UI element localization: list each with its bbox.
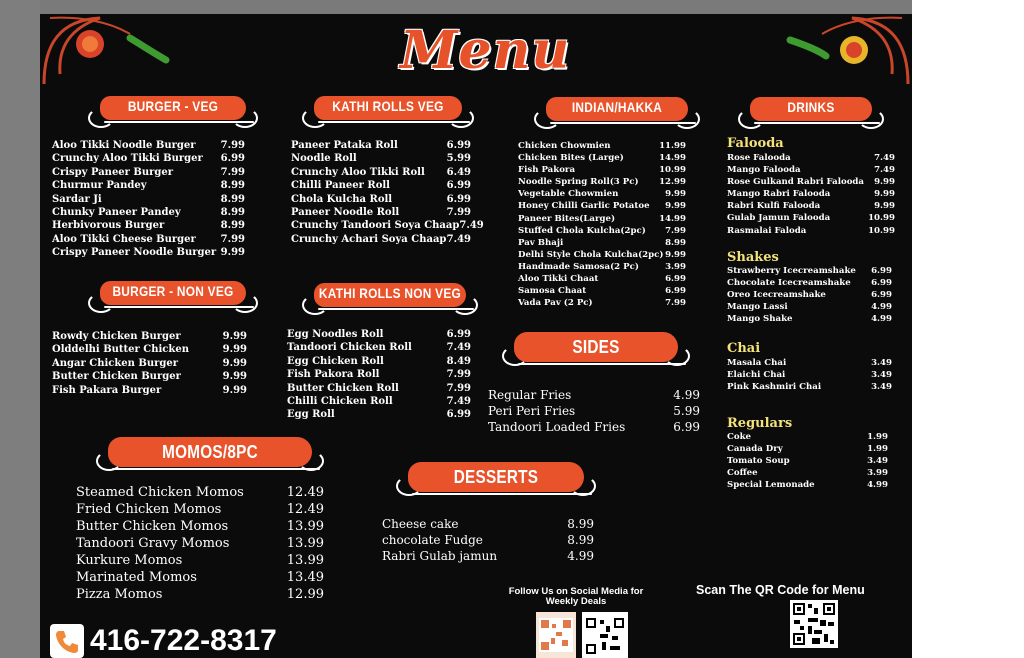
list-item: Vegetable Chowmien 9.99 — [518, 189, 686, 200]
list-item: Rose Gulkand Rabri Falooda 9.99 — [727, 177, 895, 188]
list-shakes — [727, 265, 892, 325]
list-item: Butter Chicken Roll 7.99 — [287, 382, 471, 394]
menu-board — [40, 14, 912, 658]
list-item: Strawberry Icecreamshake 6.99 — [727, 266, 892, 276]
banner-burger-non-veg — [88, 279, 258, 313]
list-item: Egg Roll 6.99 — [287, 409, 471, 421]
falooda-heading: Falooda — [727, 136, 784, 151]
list-item: Peri Peri Fries 5.99 — [488, 403, 700, 418]
list-item: Crispy Paneer Noodle Burger 9.99 — [52, 247, 245, 259]
regulars-heading: Regulars — [727, 416, 793, 431]
phone-icon — [50, 624, 84, 658]
list-item: chocolate Fudge 8.99 — [382, 532, 594, 547]
list-item: Butter Chicken Burger 9.99 — [52, 371, 247, 383]
list-item: Gulab Jamun Falooda 10.99 — [727, 213, 895, 224]
list-momos — [76, 484, 324, 603]
social-caption: Follow Us on Social Media for Weekly Deals — [508, 586, 644, 607]
banner-drinks — [738, 95, 884, 129]
banner-label: BURGER - NON VEG — [112, 283, 234, 299]
list-item: Aloo Tikki Chaat 6.99 — [518, 274, 686, 285]
list-sides — [488, 388, 700, 435]
list-item: Masala Chai 3.49 — [727, 358, 892, 368]
list-item: Tandoori Gravy Momos 13.99 — [76, 536, 324, 551]
list-item: Mango Rabri Falooda 9.99 — [727, 189, 895, 200]
banner-indian-hakka — [534, 95, 700, 129]
list-item: Handmade Samosa(2 Pc) 3.99 — [518, 261, 686, 272]
list-indian-hakka — [518, 140, 686, 309]
chai-heading: Chai — [727, 341, 761, 356]
list-item: Pizza Momos 12.99 — [76, 587, 324, 602]
banner-label: MOMOS/8PC — [162, 442, 258, 462]
list-item: Delhi Style Chola Kulcha(2pc) 9.99 — [518, 249, 686, 260]
list-item: Paneer Bites(Large) 14.99 — [518, 213, 686, 224]
list-item: Rasmalai Faloda 10.99 — [727, 225, 895, 236]
list-item: Special Lemonade 4.99 — [727, 480, 888, 491]
list-item: Cheese cake 8.99 — [382, 517, 594, 531]
list-item: Rabri Gulab jamun 4.99 — [382, 548, 594, 563]
list-item: Crispy Paneer Burger 7.99 — [52, 166, 245, 178]
list-item: Chicken Bites (Large) 14.99 — [518, 153, 686, 164]
list-item: Chola Kulcha Roll 6.99 — [291, 193, 471, 205]
banner-label: INDIAN/HAKKA — [571, 99, 663, 115]
list-item: Chocolate Icecreamshake 6.99 — [727, 278, 892, 289]
list-item: Kurkure Momos 13.99 — [76, 553, 324, 568]
list-kathi-rolls-veg — [291, 139, 484, 246]
banner-desserts — [396, 462, 596, 496]
list-item: Marinated Momos 13.49 — [76, 570, 324, 585]
list-item: Pink Kashmiri Chai 3.49 — [727, 382, 892, 393]
viewer-blank-area — [912, 0, 1024, 658]
banner-label: KATHI ROLLS NON VEG — [318, 285, 462, 301]
banner-label: SIDES — [572, 337, 620, 357]
list-item: Pav Bhaji 8.99 — [518, 237, 686, 248]
list-item: Chicken Chowmien 11.99 — [518, 141, 686, 151]
list-item: Mango Falooda 7.49 — [727, 165, 895, 176]
list-item: Mango Lassi 4.99 — [727, 302, 892, 313]
list-item: Honey Chilli Garlic Potatoe 9.99 — [518, 201, 686, 212]
list-item: Egg Chicken Roll 8.49 — [287, 355, 471, 367]
banner-burger-veg — [88, 94, 258, 128]
list-item: Stuffed Chola Kulcha(2pc) 7.99 — [518, 225, 686, 236]
list-item: Tandoori Chicken Roll 7.49 — [287, 342, 471, 354]
list-item: Churmur Pandey 8.99 — [52, 180, 245, 192]
corner-ornament-right-icon — [772, 14, 912, 94]
list-desserts — [382, 517, 594, 564]
list-item: Crunchy Aloo Tikki Burger 6.99 — [52, 153, 245, 165]
list-item: Angar Chicken Burger 9.99 — [52, 357, 247, 369]
list-item: Butter Chicken Momos 13.99 — [76, 519, 324, 534]
banner-momos — [96, 437, 324, 471]
banner-kathi-rolls-non-veg — [302, 281, 478, 315]
list-falooda — [727, 152, 895, 237]
list-item: Olddelhi Butter Chicken 9.99 — [52, 344, 247, 356]
list-item: Fried Chicken Momos 12.49 — [76, 502, 324, 517]
list-item: Herbivorous Burger 8.99 — [52, 220, 245, 232]
list-item: Steamed Chicken Momos 12.49 — [76, 485, 324, 500]
list-item: Chunky Paneer Pandey 8.99 — [52, 206, 245, 218]
list-item: Mango Shake 4.99 — [727, 314, 892, 325]
list-item: Fish Pakara Burger 9.99 — [52, 384, 247, 396]
list-item: Crunchy Aloo Tikki Roll 6.49 — [291, 166, 471, 178]
viewer-background — [0, 0, 40, 658]
list-item: Rowdy Chicken Burger 9.99 — [52, 331, 247, 342]
list-item: Crunchy Achari Soya Chaap 7.49 — [291, 233, 471, 245]
corner-ornament-left-icon — [40, 14, 180, 94]
banner-label: BURGER - VEG — [127, 98, 219, 114]
list-item: Chilli Chicken Roll 7.49 — [287, 395, 471, 407]
list-item: Chilli Paneer Roll 6.99 — [291, 180, 471, 192]
list-item: Canada Dry 1.99 — [727, 444, 888, 455]
qr-caption: Scan The QR Code for Menu — [696, 583, 865, 597]
list-item: Paneer Noodle Roll 7.99 — [291, 206, 471, 218]
list-item: Fish Pakora Roll 7.99 — [287, 369, 471, 381]
menu-title: Menu — [400, 20, 571, 81]
banner-kathi-rolls-veg — [302, 94, 474, 128]
list-chai — [727, 357, 892, 393]
list-item: Aloo Tikki Noodle Burger 7.99 — [52, 140, 245, 151]
list-item: Elaichi Chai 3.49 — [727, 370, 892, 381]
phone-number: 416-722-8317 — [90, 624, 277, 657]
list-item: Rabri Kulfi Falooda 9.99 — [727, 201, 895, 212]
list-burger-non-veg — [52, 330, 247, 397]
list-kathi-rolls-non-veg — [287, 328, 471, 422]
list-item: Coffee 3.99 — [727, 468, 888, 479]
list-item: Crunchy Tandoori Soya Chaap 7.49 — [291, 220, 484, 232]
menu-qr-code-icon[interactable] — [790, 600, 838, 648]
list-item: Rose Falooda 7.49 — [727, 153, 895, 163]
list-item: Sardar Ji 8.99 — [52, 193, 245, 205]
shakes-heading: Shakes — [727, 250, 779, 265]
social-qr-code-icon[interactable] — [536, 612, 576, 658]
list-burger-veg — [52, 139, 245, 260]
banner-sides — [502, 332, 690, 366]
banner-label: DESSERTS — [453, 467, 539, 487]
list-item: Tomato Soup 3.49 — [727, 456, 888, 467]
list-item: Coke 1.99 — [727, 432, 888, 442]
social-qr-code-2-icon[interactable] — [582, 612, 628, 658]
list-item: Paneer Pataka Roll 6.99 — [291, 140, 471, 151]
list-item: Oreo Icecreamshake 6.99 — [727, 290, 892, 301]
list-item: Egg Noodles Roll 6.99 — [287, 329, 471, 340]
list-item: Aloo Tikki Cheese Burger 7.99 — [52, 233, 245, 245]
banner-label: DRINKS — [787, 99, 835, 115]
list-item: Fish Pakora 10.99 — [518, 165, 686, 176]
list-item: Tandoori Loaded Fries 6.99 — [488, 419, 700, 434]
list-item: Noodle Spring Roll(3 Pc) 12.99 — [518, 177, 686, 188]
banner-label: KATHI ROLLS VEG — [332, 98, 444, 114]
list-item: Vada Pav (2 Pc) 7.99 — [518, 298, 686, 309]
list-item: Samosa Chaat 6.99 — [518, 286, 686, 297]
list-regulars — [727, 431, 888, 491]
phone-contact — [50, 624, 277, 658]
list-item: Regular Fries 4.99 — [488, 388, 700, 402]
list-item: Noodle Roll 5.99 — [291, 153, 471, 165]
